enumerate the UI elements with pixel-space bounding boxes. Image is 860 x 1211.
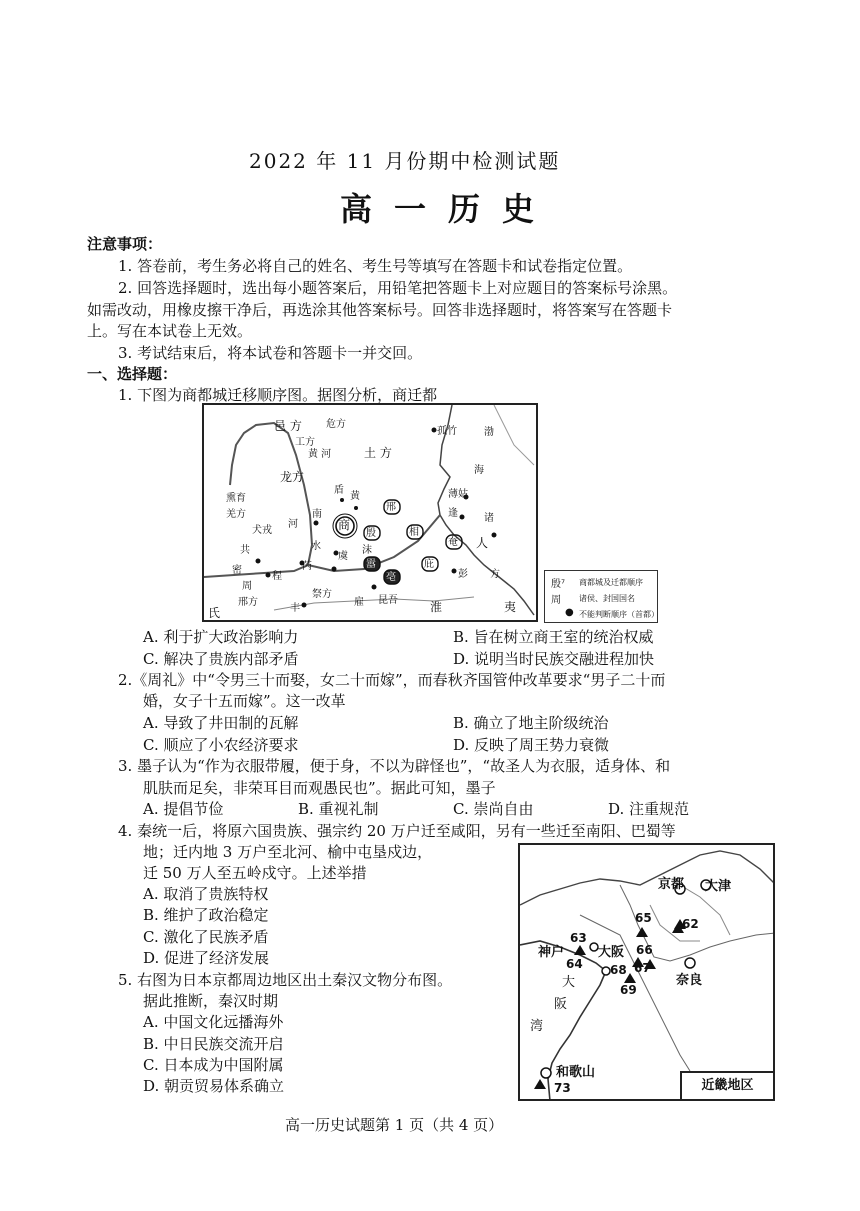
option-d: D. 促进了经济发展 [143,949,270,967]
option-b: B. 维护了政治稳定 [143,906,269,924]
option-c: C. 日本成为中国附属 [143,1056,284,1074]
map-label: 危方 [326,419,346,430]
question-stem: 迁 50 万人至五岭戍守。上述举措 [143,864,367,882]
legend-symbol: 殷⁷ [551,579,566,590]
option-d: D. 说明当时民族交融进程加快 [453,650,655,668]
site-number: 73 [554,1081,571,1095]
question-stem: 婚，女子十五而嫁”。这一改革 [143,692,346,710]
map-label: 逢 [448,508,458,519]
map-label-bay: 大 [562,975,576,990]
shang-capital-map [202,403,538,622]
map-legend [544,570,658,623]
map-label: 土 方 [364,446,392,460]
map-label: 程 [272,571,282,582]
option-a: A. 利于扩大政治影响力 [143,628,299,646]
map-label-bay: 阪 [554,997,568,1012]
question-stem: 2.《周礼》中“令男三十而娶，女二十而嫁”，而春秋齐国管仲改革要求“男子二十而 [118,671,666,689]
option-a: A. 导致了井田制的瓦解 [143,714,299,732]
site-number: 62 [682,917,699,931]
map-label: 人 [476,536,489,550]
site-number: 63 [570,931,587,945]
notice-item: 如需改动，用橡皮擦干净后，再选涂其他答案标号。回答非选择题时，将答案写在答题卡 [87,301,673,319]
option-b: B. 重视礼制 [298,800,379,818]
map-region-label: 近畿地区 [680,1071,775,1101]
map-label: 黄 河 [308,449,332,460]
page-footer: 高一历史试题第 1 页（共 4 页） [285,1116,504,1134]
question-stem: 5. 右图为日本京都周边地区出土秦汉文物分布图。 [118,971,453,989]
site-number: 65 [635,911,652,925]
map-label: 邑 方 [274,419,302,433]
map-label: 南 [312,509,322,520]
legend-label: 不能判断顺序（首都） [579,610,659,619]
map-label: 密 [232,565,242,576]
question-stem: 3. 墨子认为“作为衣服带履，便于身，不以为辟怪也”，“故圣人为衣服，适身体、和 [118,757,671,775]
map-label: 周 [242,581,252,592]
map-label: 共 [240,545,250,556]
map-label: 邢 [386,502,396,513]
map-label-otsu: 大津 [705,879,732,894]
map-label: 庇 [424,559,434,570]
question-stem: 1. 下图为商都城迁移顺序图。据图分析，商迁都 [118,386,438,404]
option-c: C. 顺应了小农经济要求 [143,736,299,754]
map-label: 黄 [350,491,360,502]
map-label: 河 [288,519,298,530]
notice-item: 1. 答卷前，考生务必将自己的姓名、考生号等填写在答题卡和试卷指定位置。 [118,257,633,275]
question-stem: 肌肤而足矣，非荣耳目而观愚民也”。据此可知，墨子 [143,779,496,797]
map-label-kobe: 神户 [538,945,565,960]
question-stem: 据此推断，秦汉时期 [143,992,279,1010]
map-label: 犬戎 [252,525,272,536]
map-label: 沫 [362,545,372,556]
map-label: 商 [338,518,351,532]
map-label: 孤竹 [437,426,457,437]
map-label-wakayama: 和歌山 [556,1065,596,1080]
map-label-osaka: 大阪 [598,945,625,960]
map-label: 羌方 [226,509,246,520]
map-label: 彭 [458,569,468,580]
site-number: 68 [610,963,627,977]
map-label: 亳 [386,572,396,583]
map-label: 薄姑 [448,489,468,500]
option-d: D. 注重规范 [608,800,690,818]
kinki-region-map [518,843,775,1101]
map-label: 祭方 [312,589,332,600]
map-label: 丰 [290,603,300,614]
site-number: 67 [634,961,651,975]
notice-item: 2. 回答选择题时，选出每小题答案后，用铅笔把答题卡上对应题目的答案标号涂黑。 [118,279,678,297]
exam-title: 2022 年 11 月份期中检测试题 [249,149,561,173]
map-label: 方 [490,569,500,580]
option-c: C. 崇尚自由 [453,800,534,818]
option-c: C. 解决了贵族内部矛盾 [143,650,299,668]
map-label: 殷 [366,528,376,539]
map-label: 水 [311,541,321,552]
option-a: A. 中国文化远播海外 [143,1013,284,1031]
map-label: 盾 [334,485,344,496]
map-label: 工方 [295,437,315,448]
option-b: B. 确立了地主阶级统治 [453,714,609,732]
option-c: C. 激化了民族矛盾 [143,928,269,946]
map-label: 昆吾 [378,595,398,606]
map-label: 诸 [484,513,494,524]
notice-item: 3. 考试结束后，将本试卷和答题卡一并交回。 [118,344,423,362]
map-label: 芮 [302,561,312,572]
map-label: 龙方 [280,470,305,484]
map-label: 嚣 [366,559,376,570]
notice-heading: 注意事项： [87,235,163,253]
notice-item: 上。写在本试卷上无效。 [87,322,253,340]
site-number: 69 [620,983,637,997]
map-label: 奄 [448,537,458,548]
legend-symbol: 周 [551,595,561,606]
legend-label: 商都城及迁都顺序 [579,578,643,587]
map-label: 雇 [354,597,364,608]
map-label: 氏 [208,606,221,620]
map-label: 渤 [484,427,494,438]
map-label: 海 [474,465,484,476]
map-label-kyoto: 京都 [658,877,685,892]
question-stem: 4. 秦统一后，将原六国贵族、强宗约 20 万户迁至咸阳，另有一些迁至南阳、巴蜀等 [118,822,676,840]
map-label: 淮 [430,600,443,614]
map-label: 虞 [338,551,348,562]
option-d: D. 反映了周王势力衰微 [453,736,610,754]
option-d: D. 朝贡贸易体系确立 [143,1077,285,1095]
map-label-nara: 奈良 [676,973,703,988]
site-number: 66 [636,943,653,957]
dot-icon: ● [565,607,574,618]
map-label: 邢方 [238,597,258,608]
option-b: B. 中日民族交流开启 [143,1035,284,1053]
map-label: 熏育 [226,493,246,504]
option-a: A. 取消了贵族特权 [143,885,269,903]
map-label-bay: 湾 [530,1019,544,1034]
subject-title: 高一历史 [340,190,557,228]
question-stem: 地；迁内地 3 万户至北河、榆中屯垦戍边， [143,843,433,861]
map-label: 相 [409,527,419,538]
map-label: 夷 [504,600,517,614]
legend-label: 诸侯、封国国名 [579,594,635,603]
site-number: 64 [566,957,583,971]
option-b: B. 旨在树立商王室的统治权威 [453,628,654,646]
option-a: A. 提倡节俭 [143,800,224,818]
section-heading: 一、选择题： [87,365,178,383]
